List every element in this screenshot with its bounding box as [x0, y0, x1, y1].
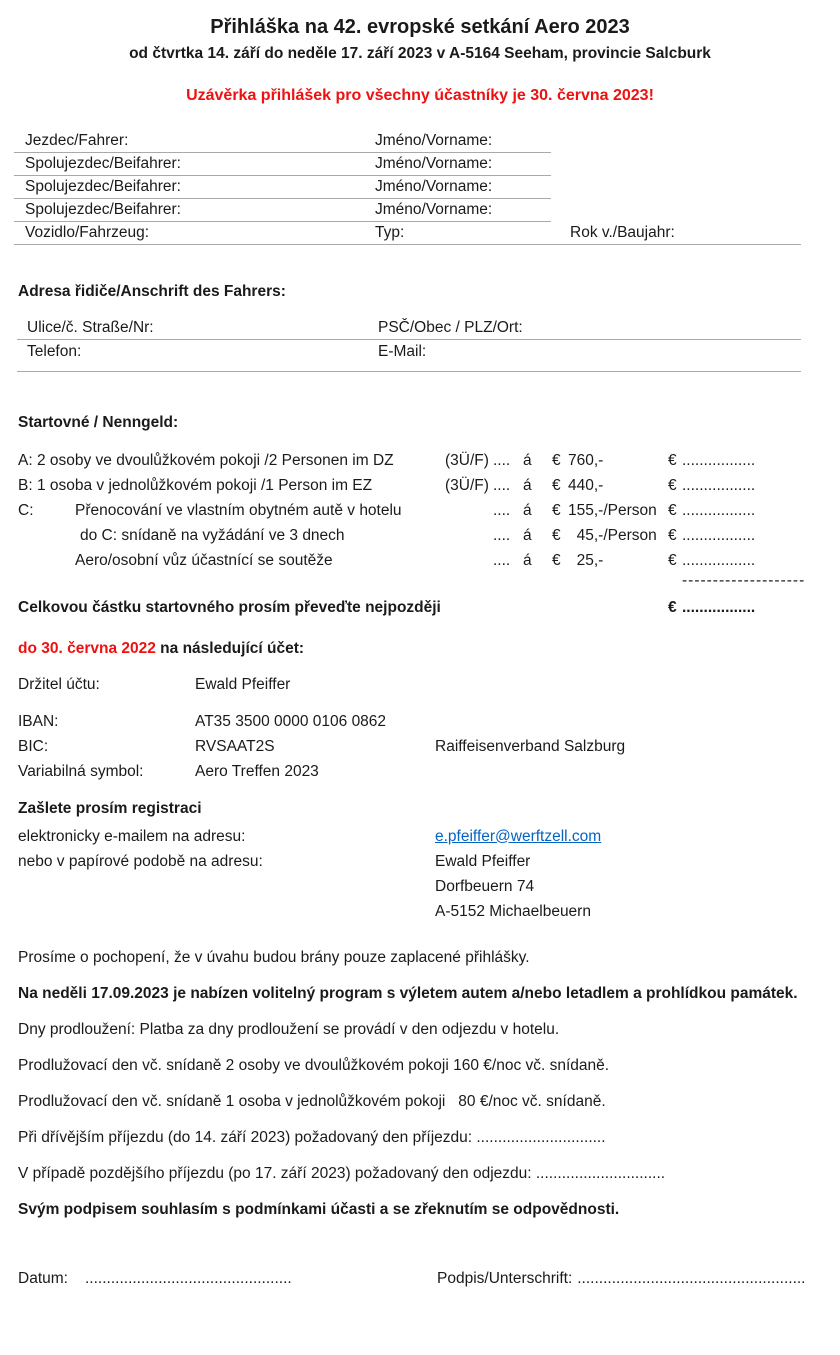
fee-qty-dots: .... — [493, 551, 511, 569]
euro-sign: € — [668, 526, 677, 544]
post-send-label: nebo v papírové podobě na adresu: — [18, 852, 263, 870]
registration-address-row — [18, 874, 820, 899]
fee-price: 45,-/Person — [568, 526, 657, 544]
codriver-name-label: Jméno/Vorname: — [375, 178, 493, 195]
sum-separator-dashes: -------------------- — [682, 572, 806, 589]
email-send-label: elektronicky e-mailem na adresu: — [18, 827, 246, 845]
fee-row-c — [18, 498, 820, 523]
fee-description: B: 1 osoba v jednolůžkovém pokoji /1 Person im EZ — [18, 476, 373, 494]
registration-heading: Zašlete prosím registraci — [18, 800, 202, 817]
euro-sign: € — [552, 551, 561, 569]
codriver-label: Spolujezdec/Beifahrer: — [25, 201, 181, 218]
account-holder-label: Držitel účtu: — [18, 675, 100, 693]
fee-description: do C: snídaně na vyžádání ve 3 dnech — [80, 526, 345, 544]
bank-row-variable-symbol — [18, 759, 820, 784]
note-late-departure: V případě pozdějšího příjezdu (po 17. září 2023) požadovaný den odjezdu: .............................. — [18, 1165, 666, 1182]
postal-city: A-5152 Michaelbeuern — [435, 902, 591, 920]
postal-name: Ewald Pfeiffer — [435, 852, 531, 870]
payment-deadline-rest: na následující účet: — [155, 640, 305, 657]
fee-qty-dots: .... — [493, 476, 511, 494]
fee-letter: C: — [18, 501, 34, 519]
fee-amount-blank: ................. — [682, 501, 756, 519]
euro-sign: € — [668, 598, 677, 616]
email-link[interactable]: e.pfeiffer@werftzell.com — [435, 827, 602, 845]
page-title: Přihláška na 42. evropské setkání Aero 2023 — [210, 16, 630, 38]
fees-section-heading: Startovné / Nenngeld: — [18, 414, 179, 431]
table-row-codriver-1 — [14, 153, 551, 176]
registration-email-row — [18, 824, 820, 849]
address-row-phone — [17, 340, 801, 363]
euro-sign: € — [552, 451, 561, 469]
event-dates-subtitle: od čtvrtka 14. září do neděle 17. září 2023 v A-5164 Seeham, provincie Salcburk — [129, 45, 711, 62]
vehicle-year-label: Rok v./Baujahr: — [570, 224, 675, 241]
note-paid-only: Prosíme o pochopení, že v úvahu budou brány pouze zaplacené přihlášky. — [18, 949, 530, 966]
euro-sign: € — [552, 501, 561, 519]
bank-row-iban — [18, 709, 820, 734]
vehicle-label: Vozidlo/Fahrzeug: — [25, 224, 150, 241]
bic-label: BIC: — [18, 737, 49, 755]
payment-deadline-date: do 30. června 2022 — [18, 640, 156, 657]
fee-price: 155,-/Person — [568, 501, 657, 519]
table-row-codriver-3 — [14, 199, 551, 222]
euro-sign: € — [552, 476, 561, 494]
codriver-name-label: Jméno/Vorname: — [375, 201, 493, 218]
date-label: Datum: — [18, 1270, 68, 1287]
driver-name-label: Jméno/Vorname: — [375, 132, 493, 149]
fee-description: Přenocování ve vlastním obytném autě v hotelu — [75, 501, 402, 519]
note-optional-program: Na neděli 17.09.2023 je nabízen volitelný program s výletem autem a/nebo letadlem a prohlídkou památek. — [18, 985, 798, 1002]
codriver-label: Spolujezdec/Beifahrer: — [25, 178, 181, 195]
fee-row-c-breakfast — [18, 523, 820, 548]
iban-value: AT35 3500 0000 0106 0862 — [195, 712, 387, 730]
vehicle-type-label: Typ: — [375, 224, 405, 241]
euro-sign: € — [668, 476, 677, 494]
note-extension-single: Prodlužovací den vč. snídaně 1 osoba v jednolůžkovém pokoji 80 €/noc vč. snídaně. — [18, 1093, 606, 1110]
fees-table — [0, 448, 840, 620]
fee-unit: á — [523, 451, 532, 469]
bank-row-holder — [18, 672, 820, 697]
table-row-codriver-2 — [14, 176, 551, 199]
fee-nights-note: (3Ü/F) — [445, 451, 489, 469]
euro-sign: € — [552, 526, 561, 544]
variable-symbol-value: Aero Treffen 2023 — [195, 762, 319, 780]
fee-qty-dots: .... — [493, 451, 511, 469]
bic-value: RVSAAT2S — [195, 737, 275, 755]
fee-unit: á — [523, 501, 532, 519]
note-extension-payment: Dny prodloužení: Platba za dny prodloužení se provádí v den odjezdu v hotelu. — [18, 1021, 560, 1038]
fee-row-a — [18, 448, 820, 473]
address-rule-line — [17, 371, 801, 372]
total-label: Celkovou částku startovného prosím převeďte nejpozději — [18, 598, 441, 616]
fee-unit: á — [523, 551, 532, 569]
email-label: E-Mail: — [378, 342, 427, 360]
euro-sign: € — [668, 551, 677, 569]
account-holder-value: Ewald Pfeiffer — [195, 675, 291, 693]
fee-row-aero-car — [18, 548, 820, 573]
fee-amount-blank: ................. — [682, 526, 756, 544]
codriver-label: Spolujezdec/Beifahrer: — [25, 155, 181, 172]
registration-post-row — [18, 849, 820, 874]
signature-label: Podpis/Unterschrift: — [437, 1270, 573, 1287]
fee-row-b — [18, 473, 820, 498]
fee-nights-note: (3Ü/F) — [445, 476, 489, 494]
participants-table — [0, 130, 840, 245]
signature-row — [18, 1270, 820, 1288]
note-extension-double: Prodlužovací den vč. snídaně 2 osoby ve dvoulůžkovém pokoji 160 €/noc vč. snídaně. — [18, 1057, 610, 1074]
registration-address-row — [18, 899, 820, 924]
fee-qty-dots: .... — [493, 501, 511, 519]
iban-label: IBAN: — [18, 712, 59, 730]
fee-description: A: 2 osoby ve dvoulůžkovém pokoji /2 Personen im DZ — [18, 451, 394, 469]
fee-qty-dots: .... — [493, 526, 511, 544]
euro-sign: € — [668, 501, 677, 519]
document-page — [0, 16, 840, 1288]
table-row-vehicle — [14, 222, 801, 245]
bank-name: Raiffeisenverband Salzburg — [435, 737, 626, 755]
date-blank-line: ................................................ — [85, 1270, 292, 1287]
fee-price: 440,- — [568, 476, 604, 494]
total-amount-blank: ................. — [682, 598, 756, 616]
deadline-notice: Uzávěrka přihlášek pro všechny účastníky je 30. června 2023! — [186, 87, 654, 104]
fee-amount-blank: ................. — [682, 551, 756, 569]
variable-symbol-label: Variabilná symbol: — [18, 762, 144, 780]
euro-sign: € — [668, 451, 677, 469]
fee-price: 25,- — [568, 551, 604, 569]
fee-amount-blank: ................. — [682, 451, 756, 469]
table-row-driver — [14, 130, 551, 153]
notes-section — [18, 940, 824, 1228]
bank-details — [0, 672, 840, 784]
fee-price: 760,- — [568, 451, 604, 469]
address-section-heading: Adresa řidiče/Anschrift des Fahrers: — [18, 283, 286, 300]
fee-unit: á — [523, 476, 532, 494]
note-signature-consent: Svým podpisem souhlasím s podmínkami účasti a se zřeknutím se odpovědnosti. — [18, 1201, 620, 1218]
note-early-arrival: Při dřívějším příjezdu (do 14. září 2023) požadovaný den příjezdu: .............................. — [18, 1129, 606, 1146]
postal-street: Dorfbeuern 74 — [435, 877, 535, 895]
phone-label: Telefon: — [27, 342, 82, 360]
driver-label: Jezdec/Fahrer: — [25, 132, 129, 149]
payment-deadline-line — [18, 640, 840, 658]
address-row-street — [17, 317, 801, 340]
fee-unit: á — [523, 526, 532, 544]
fee-amount-blank: ................. — [682, 476, 756, 494]
fees-total-row — [18, 595, 820, 620]
bank-row-bic — [18, 734, 820, 759]
signature-blank-line: ..................................................... — [577, 1270, 806, 1287]
fee-description: Aero/osobní vůz účastnící se soutěže — [75, 551, 333, 569]
street-label: Ulice/č. Straße/Nr: — [27, 319, 154, 336]
zip-city-label: PSČ/Obec / PLZ/Ort: — [378, 319, 523, 336]
codriver-name-label: Jméno/Vorname: — [375, 155, 493, 172]
